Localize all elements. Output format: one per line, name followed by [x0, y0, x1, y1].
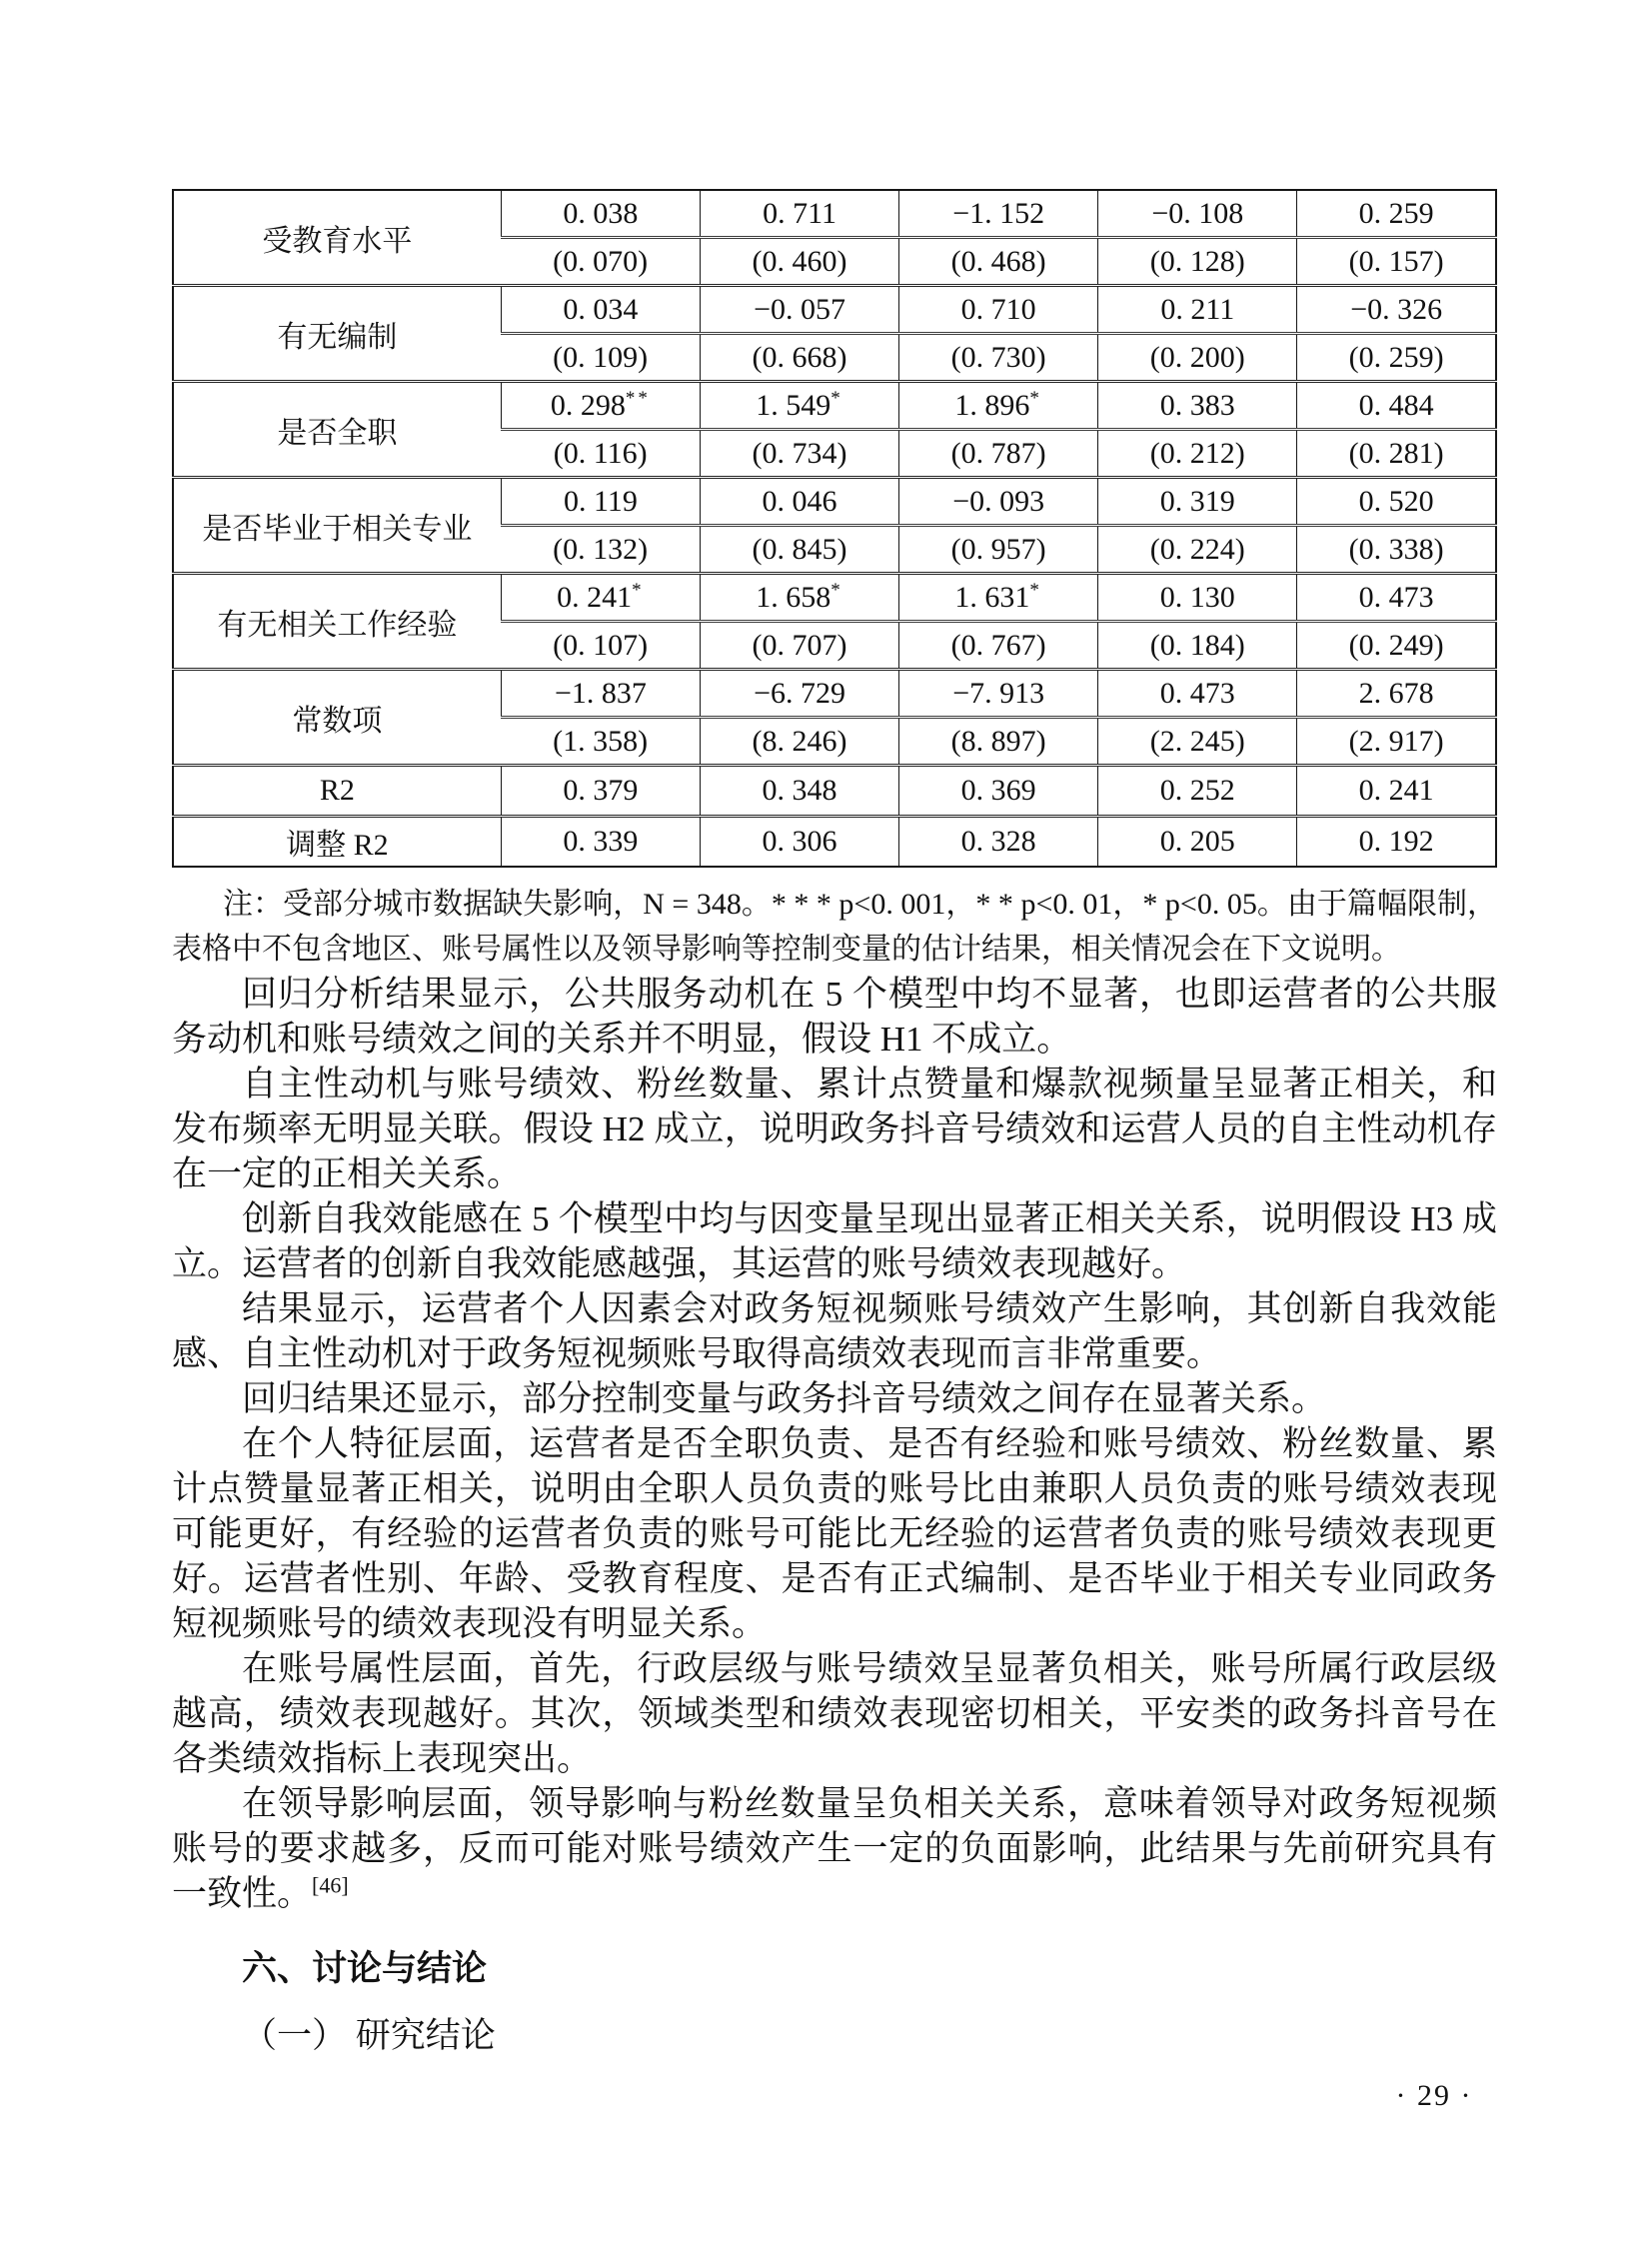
table-note: 注：受部分城市数据缺失影响，N = 348。* * * p<0. 001，* * p<0. 01，* p<0. 05。由于篇幅限制，表格中不包含地区、账号属性以及领导影响等控制变量的估计结果，相关情况会在下文说明。	[172, 888, 1497, 966]
estimate-value: 0. 038	[563, 196, 639, 230]
estimate-value: 2. 678	[1358, 676, 1434, 710]
estimate-cell	[1098, 478, 1297, 526]
stderr-cell: (0. 132)	[501, 526, 700, 574]
estimate-value: 0. 046	[762, 484, 837, 518]
estimate-value: 1. 896	[954, 388, 1030, 422]
significance-stars: *	[1029, 387, 1042, 409]
stderr-cell: (0. 787)	[899, 430, 1098, 478]
estimate-value: −7. 913	[952, 676, 1045, 710]
stderr-cell: (0. 107)	[501, 622, 700, 670]
summary-value-cell: 0. 369	[899, 766, 1098, 817]
summary-label-cell: 调整 R2	[173, 817, 501, 868]
stderr-cell: (0. 707)	[700, 622, 898, 670]
table-row	[173, 670, 1496, 718]
estimate-value: 0. 520	[1358, 484, 1434, 518]
estimate-value: −1. 837	[554, 676, 647, 710]
estimate-value: −0. 108	[1151, 196, 1244, 230]
stderr-cell: (0. 184)	[1098, 622, 1297, 670]
section-heading: 六、讨论与结论	[242, 1949, 488, 1988]
estimate-cell	[1297, 670, 1496, 718]
estimate-cell	[700, 190, 898, 238]
estimate-cell	[1098, 190, 1297, 238]
estimate-cell	[501, 382, 700, 430]
estimate-cell	[700, 382, 898, 430]
stderr-cell: (0. 460)	[700, 238, 898, 286]
stderr-cell: (2. 917)	[1297, 718, 1496, 766]
estimate-cell	[501, 190, 700, 238]
estimate-cell	[501, 670, 700, 718]
estimate-value: 0. 034	[563, 292, 639, 326]
estimate-value: 0. 473	[1159, 676, 1235, 710]
body-paragraph: 在个人特征层面，运营者是否全职负责、是否有经验和账号绩效、粉丝数量、累计点赞量显著正相关，说明由全职人员负责的账号比由兼职人员负责的账号绩效表现可能更好，有经验的运营者负责的账号可能比无经验的运营者负责的账号绩效表现更好。运营者性别、年龄、受教育程度、是否有正式编制、是否毕业于相关专业同政务短视频账号的绩效表现没有明显关系。	[172, 1424, 1497, 1643]
estimate-value: −0. 093	[952, 484, 1045, 518]
table-row	[173, 286, 1496, 334]
summary-value-cell: 0. 339	[501, 817, 700, 868]
estimate-value: 0. 298	[550, 388, 626, 422]
estimate-cell	[1297, 190, 1496, 238]
estimate-cell	[501, 286, 700, 334]
stderr-cell: (0. 668)	[700, 334, 898, 382]
body-paragraph: 回归分析结果显示，公共服务动机在 5 个模型中均不显著，也即运营者的公共服务动机和账号绩效之间的关系并不明显，假设 H1 不成立。	[172, 975, 1497, 1059]
estimate-value: 0. 484	[1358, 388, 1434, 422]
summary-value-cell: 0. 241	[1297, 766, 1496, 817]
estimate-cell	[1297, 574, 1496, 622]
estimate-cell	[501, 574, 700, 622]
estimate-cell	[1297, 478, 1496, 526]
stderr-cell: (0. 109)	[501, 334, 700, 382]
estimate-cell	[700, 574, 898, 622]
stderr-cell: (0. 157)	[1297, 238, 1496, 286]
stderr-cell: (0. 730)	[899, 334, 1098, 382]
significance-stars: *	[1029, 579, 1042, 601]
estimate-cell	[700, 286, 898, 334]
stderr-cell: (0. 734)	[700, 430, 898, 478]
stderr-cell: (0. 200)	[1098, 334, 1297, 382]
body-paragraph: 在账号属性层面，首先，行政层级与账号绩效呈显著负相关，账号所属行政层级越高，绩效表现越好。其次，领域类型和绩效表现密切相关，平安类的政务抖音号在各类绩效指标上表现突出。	[172, 1649, 1497, 1778]
significance-stars: *	[830, 579, 843, 601]
footnote-ref: [46]	[312, 1872, 349, 1898]
estimate-value: 0. 241	[557, 580, 633, 614]
body-paragraph: 创新自我效能感在 5 个模型中均与因变量呈现出显著正相关关系，说明假设 H3 成立。运营者的创新自我效能感越强，其运营的账号绩效表现越好。	[172, 1199, 1497, 1283]
stderr-cell: (0. 070)	[501, 238, 700, 286]
estimate-cell	[700, 670, 898, 718]
estimate-value: −0. 326	[1350, 292, 1443, 326]
subsection-heading: （一） 研究结论	[242, 2016, 496, 2055]
page-content	[172, 189, 1497, 2058]
estimate-value: 0. 383	[1159, 388, 1235, 422]
estimate-value: 0. 211	[1160, 292, 1235, 326]
variable-label-cell: 有无编制	[173, 286, 501, 382]
summary-value-cell: 0. 192	[1297, 817, 1496, 868]
estimate-value: 1. 631	[954, 580, 1030, 614]
estimate-cell	[899, 382, 1098, 430]
estimate-value: −6. 729	[754, 676, 845, 710]
stderr-cell: (0. 338)	[1297, 526, 1496, 574]
stderr-cell: (0. 212)	[1098, 430, 1297, 478]
variable-label-cell: 是否毕业于相关专业	[173, 478, 501, 574]
variable-label-cell: 受教育水平	[173, 190, 501, 286]
stderr-cell: (0. 845)	[700, 526, 898, 574]
estimate-cell	[1098, 286, 1297, 334]
estimate-value: 0. 130	[1159, 580, 1235, 614]
body-paragraph	[172, 1781, 1497, 1916]
estimate-cell	[1098, 670, 1297, 718]
paragraph-text: 在领导影响层面，领导影响与粉丝数量呈负相关关系，意味着领导对政务短视频账号的要求越多，反而可能对账号绩效产生一定的负面影响，此结果与先前研究具有一致性。	[172, 1784, 1497, 1913]
stderr-cell: (0. 468)	[899, 238, 1098, 286]
stderr-cell: (0. 281)	[1297, 430, 1496, 478]
body-paragraph: 自主性动机与账号绩效、粉丝数量、累计点赞量和爆款视频量呈显著正相关，和发布频率无明显关联。假设 H2 成立，说明政务抖音号绩效和运营人员的自主性动机存在一定的正相关关系。	[172, 1065, 1497, 1193]
stderr-cell: (2. 245)	[1098, 718, 1297, 766]
table-row	[173, 574, 1496, 622]
estimate-cell	[899, 670, 1098, 718]
stderr-cell: (8. 897)	[899, 718, 1098, 766]
body-paragraph: 回归结果还显示，部分控制变量与政务抖音号绩效之间存在显著关系。	[242, 1379, 1327, 1418]
table-row	[173, 478, 1496, 526]
estimate-value: −0. 057	[754, 292, 845, 326]
estimate-cell	[899, 478, 1098, 526]
stderr-cell: (0. 259)	[1297, 334, 1496, 382]
variable-label-cell: 是否全职	[173, 382, 501, 478]
body-paragraph: 结果显示，运营者个人因素会对政务短视频账号绩效产生影响，其创新自我效能感、自主性动机对于政务短视频账号取得高绩效表现而言非常重要。	[172, 1289, 1497, 1373]
regression-table	[172, 189, 1497, 868]
significance-stars: *	[830, 387, 843, 409]
page-number: · 29 ·	[1395, 2079, 1473, 2112]
estimate-cell	[899, 574, 1098, 622]
estimate-value: 0. 259	[1358, 196, 1434, 230]
summary-value-cell: 0. 205	[1098, 817, 1297, 868]
estimate-value: 0. 319	[1159, 484, 1235, 518]
stderr-cell: (0. 957)	[899, 526, 1098, 574]
stderr-cell: (0. 116)	[501, 430, 700, 478]
stderr-cell: (0. 249)	[1297, 622, 1496, 670]
estimate-value: 1. 549	[756, 388, 831, 422]
estimate-value: 1. 658	[756, 580, 831, 614]
summary-value-cell: 0. 348	[700, 766, 898, 817]
stderr-cell: (8. 246)	[700, 718, 898, 766]
stderr-cell: (1. 358)	[501, 718, 700, 766]
summary-value-cell: 0. 379	[501, 766, 700, 817]
estimate-value: −1. 152	[952, 196, 1045, 230]
variable-label-cell: 常数项	[173, 670, 501, 766]
stderr-cell: (0. 224)	[1098, 526, 1297, 574]
estimate-cell	[899, 286, 1098, 334]
table-row	[173, 382, 1496, 430]
estimate-cell	[1098, 382, 1297, 430]
table-row	[173, 817, 1496, 868]
estimate-cell	[899, 190, 1098, 238]
estimate-cell	[1297, 286, 1496, 334]
variable-label-cell: 有无相关工作经验	[173, 574, 501, 670]
estimate-cell	[501, 478, 700, 526]
table-row	[173, 766, 1496, 817]
summary-value-cell: 0. 306	[700, 817, 898, 868]
summary-value-cell: 0. 328	[899, 817, 1098, 868]
estimate-value: 0. 711	[763, 196, 836, 230]
estimate-value: 0. 119	[563, 484, 638, 518]
summary-value-cell: 0. 252	[1098, 766, 1297, 817]
stderr-cell: (0. 767)	[899, 622, 1098, 670]
significance-stars: **	[625, 387, 651, 409]
table-row	[173, 190, 1496, 238]
stderr-cell: (0. 128)	[1098, 238, 1297, 286]
significance-stars: *	[632, 579, 645, 601]
estimate-value: 0. 710	[960, 292, 1036, 326]
estimate-cell	[1297, 382, 1496, 430]
estimate-cell	[700, 478, 898, 526]
estimate-value: 0. 473	[1358, 580, 1434, 614]
summary-label-cell: R2	[173, 766, 501, 817]
estimate-cell	[1098, 574, 1297, 622]
